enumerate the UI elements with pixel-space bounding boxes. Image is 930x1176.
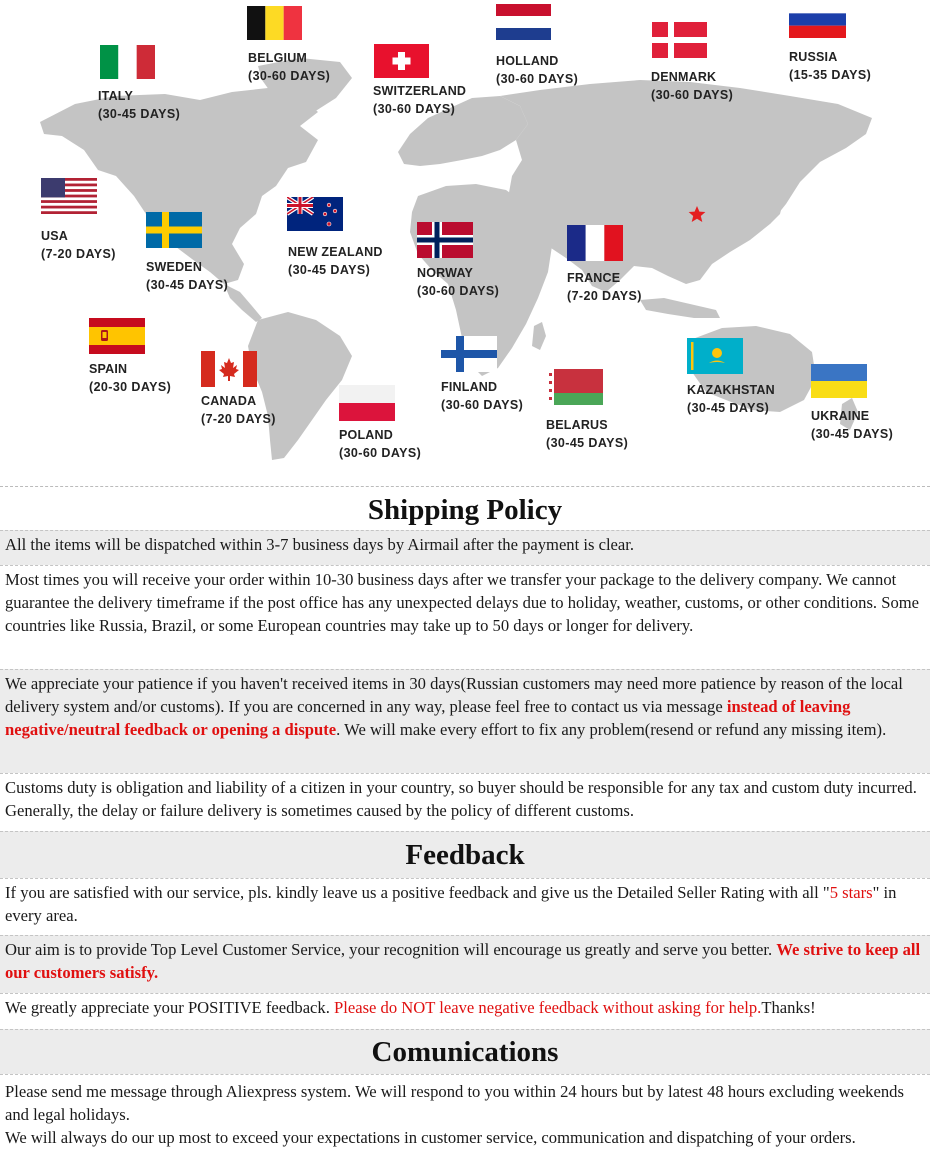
five-stars-text: 5 stars: [829, 883, 873, 902]
delivery-days: (20-30 DAYS): [89, 380, 172, 394]
country-label-holland: [496, 52, 578, 88]
delivery-days: (30-60 DAYS): [248, 69, 331, 83]
feedback-text-2a: Our aim is to provide Top Level Customer Service, your recognition will encourage us greatly and serve you better.: [5, 940, 777, 959]
switzerland-flag-icon: [374, 44, 429, 78]
holland-flag-icon: [496, 4, 551, 40]
country-label-italy: [98, 87, 180, 123]
canada-flag-icon: [201, 351, 257, 387]
delivery-days: (30-45 DAYS): [546, 436, 629, 450]
country-name: UKRAINE: [811, 409, 870, 423]
country-label-kazakhstan: [687, 381, 775, 417]
delivery-days: (7-20 DAYS): [41, 247, 116, 261]
country-name: ITALY: [98, 89, 134, 103]
feedback-text-3-warning: Please do NOT leave negative feedback without asking for help.: [334, 998, 762, 1017]
country-name: DENMARK: [651, 70, 717, 84]
shipping-paragraph-2: [0, 565, 930, 669]
country-label-spain: [89, 360, 171, 396]
delivery-days: (30-60 DAYS): [339, 446, 422, 460]
shipping-paragraph-4: [0, 773, 930, 831]
feedback-text-1a: If you are satisfied with our service, pls. kindly leave us a positive feedback and give us the Detailed Seller Rating with all ": [5, 883, 830, 902]
norway-flag-icon: [417, 222, 473, 258]
new-zealand-flag-icon: [287, 197, 343, 231]
country-label-denmark: [651, 68, 733, 104]
country-name: POLAND: [339, 428, 393, 442]
country-label-poland: [339, 426, 421, 462]
country-label-sweden: [146, 258, 228, 294]
country-label-belgium: [248, 49, 330, 85]
shipping-policy-heading: Shipping Policy: [367, 494, 563, 526]
shipping-paragraph-3: [0, 669, 930, 773]
feedback-paragraph-2: [0, 935, 930, 993]
spain-flag-icon: [89, 318, 145, 354]
delivery-days: (30-60 DAYS): [417, 284, 500, 298]
communications-heading: Comunications: [0, 1029, 930, 1074]
shipping-text-1: All the items will be dispatched within 3-7 business days by Airmail after the payment is clear.: [5, 535, 635, 554]
delivery-days: (30-45 DAYS): [288, 263, 371, 277]
shipping-paragraph-1: [0, 530, 930, 565]
country-label-usa: [41, 227, 116, 263]
country-label-switzerland: [373, 82, 466, 118]
ukraine-flag-icon: [811, 364, 867, 398]
feedback-text-3a: We greatly appreciate your POSITIVE feedback.: [5, 998, 335, 1017]
delivery-days: (30-60 DAYS): [651, 88, 734, 102]
shipping-time-map: [0, 0, 930, 478]
shipping-text-3-highlight: instead of leaving negative/neutral feedback or opening a dispute: [5, 697, 851, 739]
communications-text-2: We will always do our up most to exceed your expectations in customer service, communication and dispatching of your orders.: [5, 1128, 856, 1147]
country-name: CANADA: [201, 394, 257, 408]
country-label-norway: [417, 264, 499, 300]
country-name: FRANCE: [567, 271, 621, 285]
usa-flag-icon: [41, 178, 97, 214]
france-flag-icon: [567, 225, 623, 261]
shipping-text-4: Customs duty is obligation and liability of a citizen in your country, so buyer should be responsible for any tax and custom duty incurred. Generally, the delay or failure delivery is sometimes caused by the policy of different customs.: [5, 778, 917, 820]
belarus-flag-icon: [547, 369, 603, 405]
country-name: FINLAND: [441, 380, 498, 394]
delivery-days: (15-35 DAYS): [789, 68, 872, 82]
delivery-days: (7-20 DAYS): [201, 412, 276, 426]
belgium-flag-icon: [247, 6, 302, 40]
delivery-days: (30-60 DAYS): [441, 398, 524, 412]
country-name: BELGIUM: [248, 51, 308, 65]
communications-text-1: Please send me message through Aliexpress system. We will respond to you within 24 hours but by latest 48 hours excluding weekends and legal holidays.: [5, 1082, 904, 1124]
country-name: BELARUS: [546, 418, 608, 432]
italy-flag-icon: [100, 45, 155, 79]
section-divider: [0, 486, 930, 487]
country-name: RUSSIA: [789, 50, 838, 64]
feedback-text-3c: Thanks!: [761, 998, 816, 1017]
shipping-text-3c: . We will make every effort to fix any problem(resend or refund any missing item).: [336, 720, 887, 739]
delivery-days: (30-45 DAYS): [98, 107, 181, 121]
country-label-new-zealand: [288, 243, 383, 279]
delivery-days: (30-60 DAYS): [373, 102, 456, 116]
country-name: NORWAY: [417, 266, 474, 280]
feedback-text-2-highlight: We strive to keep all our customers satisfy.: [5, 940, 921, 982]
country-label-ukraine: [811, 407, 893, 443]
country-name: USA: [41, 229, 68, 243]
feedback-paragraph-1: [0, 878, 930, 935]
country-label-canada: [201, 392, 276, 428]
sweden-flag-icon: [146, 212, 202, 248]
country-name: SPAIN: [89, 362, 128, 376]
finland-flag-icon: [441, 336, 497, 372]
russia-flag-icon: [789, 1, 846, 38]
country-label-russia: [789, 48, 871, 84]
country-name: NEW ZEALAND: [288, 245, 383, 259]
country-label-finland: [441, 378, 523, 414]
country-name: SWEDEN: [146, 260, 203, 274]
shipping-text-2: Most times you will receive your order within 10-30 business days after we transfer your package to the delivery company. We cannot guarantee the delivery timeframe if the post office has any unexpected delays due to holiday, weather, customs, or other conditions. Some countries like Russia, Brazil, or some European countries may take up to 50 days or longer for delivery.: [5, 570, 920, 635]
country-label-belarus: [546, 416, 628, 452]
delivery-days: (30-60 DAYS): [496, 72, 579, 86]
poland-flag-icon: [339, 385, 395, 421]
shipping-text-3a: We appreciate your patience if you haven't received items in 30 days(Russian customers may need more patience by reason of the local delivery system and/or customs). If you are concerned in any way, please feel free to contact us via message: [5, 674, 903, 716]
communications-paragraphs: [0, 1074, 930, 1176]
country-name: KAZAKHSTAN: [687, 383, 775, 397]
delivery-days: (7-20 DAYS): [567, 289, 642, 303]
feedback-paragraph-3: [0, 993, 930, 1029]
delivery-days: (30-45 DAYS): [687, 401, 770, 415]
denmark-flag-icon: [652, 22, 707, 58]
country-name: SWITZERLAND: [373, 84, 467, 98]
delivery-days: (30-45 DAYS): [811, 427, 894, 441]
country-name: HOLLAND: [496, 54, 559, 68]
kazakhstan-flag-icon: [687, 338, 743, 374]
country-label-france: [567, 269, 642, 305]
feedback-heading: Feedback: [0, 831, 930, 878]
delivery-days: (30-45 DAYS): [146, 278, 229, 292]
feedback-text-1c: " in every area.: [5, 883, 897, 925]
